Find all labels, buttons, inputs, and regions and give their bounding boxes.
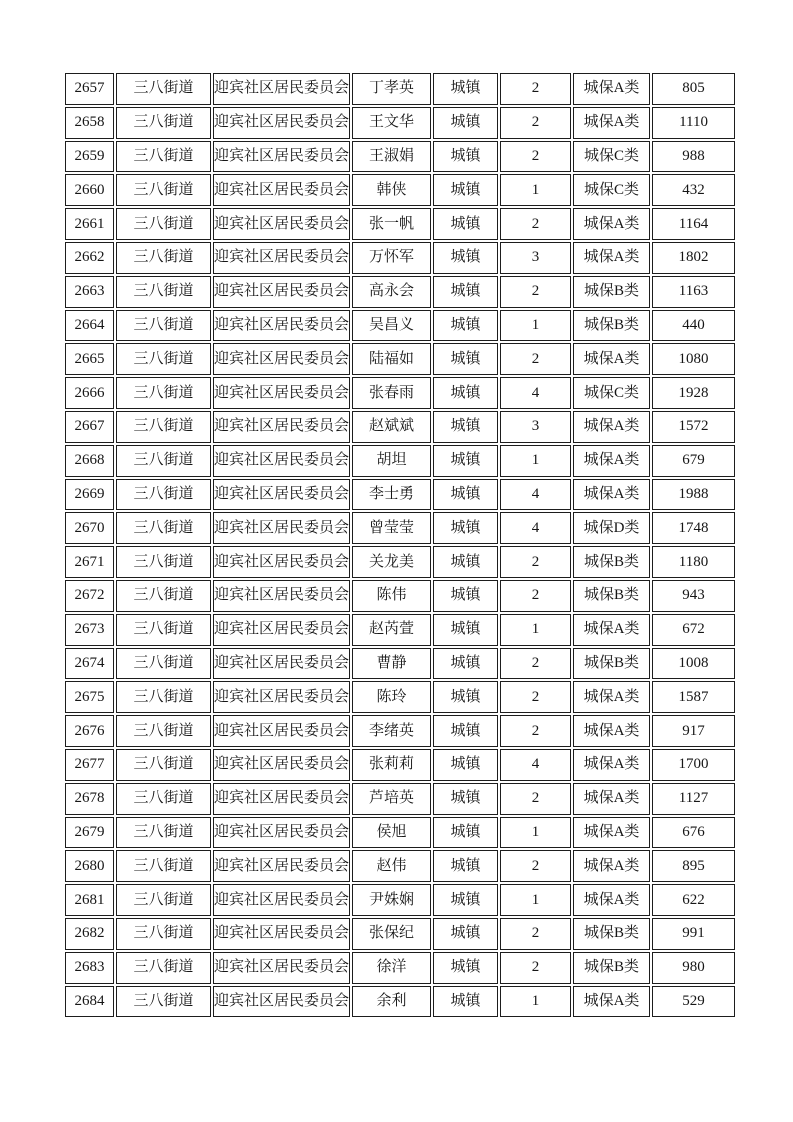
cell-person-count: 2: [500, 73, 571, 105]
cell-amount: 1080: [652, 343, 735, 375]
table-row: [65, 445, 735, 477]
cell-insurance-category: 城保B类: [573, 276, 650, 308]
cell-person-name: 胡坦: [352, 445, 431, 477]
cell-community-name: 迎宾社区居民委员会: [213, 884, 350, 916]
cell-community-name: 迎宾社区居民委员会: [213, 174, 350, 206]
cell-person-name: 张一帆: [352, 208, 431, 240]
cell-residence-type: 城镇: [433, 783, 498, 815]
table-row: [65, 310, 735, 342]
cell-residence-type: 城镇: [433, 715, 498, 747]
cell-insurance-category: 城保A类: [573, 242, 650, 274]
cell-amount: 943: [652, 580, 735, 612]
cell-residence-type: 城镇: [433, 986, 498, 1018]
cell-person-count: 2: [500, 715, 571, 747]
cell-amount: 1988: [652, 479, 735, 511]
cell-insurance-category: 城保A类: [573, 817, 650, 849]
cell-street-name: 三八街道: [116, 817, 211, 849]
cell-street-name: 三八街道: [116, 377, 211, 409]
cell-amount: 529: [652, 986, 735, 1018]
cell-insurance-category: 城保C类: [573, 141, 650, 173]
cell-residence-type: 城镇: [433, 817, 498, 849]
cell-insurance-category: 城保A类: [573, 343, 650, 375]
cell-insurance-category: 城保A类: [573, 411, 650, 443]
cell-insurance-category: 城保B类: [573, 310, 650, 342]
cell-amount: 1180: [652, 546, 735, 578]
cell-community-name: 迎宾社区居民委员会: [213, 850, 350, 882]
cell-residence-type: 城镇: [433, 276, 498, 308]
cell-insurance-category: 城保A类: [573, 681, 650, 713]
cell-insurance-category: 城保C类: [573, 377, 650, 409]
cell-insurance-category: 城保A类: [573, 715, 650, 747]
cell-person-count: 1: [500, 884, 571, 916]
cell-residence-type: 城镇: [433, 208, 498, 240]
cell-street-name: 三八街道: [116, 343, 211, 375]
cell-amount: 679: [652, 445, 735, 477]
cell-residence-type: 城镇: [433, 479, 498, 511]
cell-community-name: 迎宾社区居民委员会: [213, 783, 350, 815]
cell-residence-type: 城镇: [433, 310, 498, 342]
cell-insurance-category: 城保C类: [573, 174, 650, 206]
cell-serial-number: 2679: [65, 817, 114, 849]
cell-serial-number: 2661: [65, 208, 114, 240]
cell-community-name: 迎宾社区居民委员会: [213, 276, 350, 308]
cell-person-name: 陆福如: [352, 343, 431, 375]
cell-street-name: 三八街道: [116, 580, 211, 612]
table-row: [65, 614, 735, 646]
cell-person-name: 丁孝英: [352, 73, 431, 105]
cell-person-count: 3: [500, 411, 571, 443]
cell-street-name: 三八街道: [116, 310, 211, 342]
cell-street-name: 三八街道: [116, 986, 211, 1018]
cell-community-name: 迎宾社区居民委员会: [213, 546, 350, 578]
cell-serial-number: 2666: [65, 377, 114, 409]
cell-residence-type: 城镇: [433, 614, 498, 646]
cell-street-name: 三八街道: [116, 174, 211, 206]
cell-insurance-category: 城保B类: [573, 546, 650, 578]
cell-amount: 991: [652, 918, 735, 950]
cell-street-name: 三八街道: [116, 479, 211, 511]
cell-person-name: 张莉莉: [352, 749, 431, 781]
cell-person-count: 2: [500, 952, 571, 984]
cell-community-name: 迎宾社区居民委员会: [213, 411, 350, 443]
cell-amount: 1748: [652, 512, 735, 544]
cell-person-count: 2: [500, 107, 571, 139]
cell-street-name: 三八街道: [116, 208, 211, 240]
cell-residence-type: 城镇: [433, 445, 498, 477]
cell-serial-number: 2663: [65, 276, 114, 308]
cell-serial-number: 2659: [65, 141, 114, 173]
cell-street-name: 三八街道: [116, 73, 211, 105]
cell-serial-number: 2680: [65, 850, 114, 882]
cell-residence-type: 城镇: [433, 884, 498, 916]
cell-person-name: 赵芮萱: [352, 614, 431, 646]
cell-street-name: 三八街道: [116, 850, 211, 882]
cell-amount: 1008: [652, 648, 735, 680]
cell-person-count: 2: [500, 850, 571, 882]
cell-amount: 805: [652, 73, 735, 105]
table-row: [65, 242, 735, 274]
cell-amount: 1700: [652, 749, 735, 781]
cell-person-name: 李士勇: [352, 479, 431, 511]
table-row: [65, 479, 735, 511]
cell-person-count: 1: [500, 817, 571, 849]
cell-residence-type: 城镇: [433, 681, 498, 713]
cell-residence-type: 城镇: [433, 343, 498, 375]
cell-serial-number: 2670: [65, 512, 114, 544]
cell-street-name: 三八街道: [116, 884, 211, 916]
cell-amount: 672: [652, 614, 735, 646]
cell-serial-number: 2664: [65, 310, 114, 342]
cell-amount: 440: [652, 310, 735, 342]
cell-person-count: 1: [500, 986, 571, 1018]
cell-residence-type: 城镇: [433, 377, 498, 409]
table-row: [65, 648, 735, 680]
cell-street-name: 三八街道: [116, 783, 211, 815]
table-row: [65, 817, 735, 849]
cell-person-count: 2: [500, 208, 571, 240]
cell-insurance-category: 城保A类: [573, 614, 650, 646]
cell-insurance-category: 城保B类: [573, 918, 650, 950]
cell-community-name: 迎宾社区居民委员会: [213, 986, 350, 1018]
cell-community-name: 迎宾社区居民委员会: [213, 141, 350, 173]
table-row: [65, 918, 735, 950]
cell-residence-type: 城镇: [433, 580, 498, 612]
cell-serial-number: 2675: [65, 681, 114, 713]
cell-residence-type: 城镇: [433, 850, 498, 882]
data-table-container: [63, 71, 737, 1019]
cell-community-name: 迎宾社区居民委员会: [213, 242, 350, 274]
cell-street-name: 三八街道: [116, 952, 211, 984]
cell-amount: 622: [652, 884, 735, 916]
cell-serial-number: 2657: [65, 73, 114, 105]
table-row: [65, 884, 735, 916]
cell-person-name: 吴昌义: [352, 310, 431, 342]
cell-person-name: 赵斌斌: [352, 411, 431, 443]
cell-serial-number: 2665: [65, 343, 114, 375]
cell-insurance-category: 城保A类: [573, 749, 650, 781]
table-row: [65, 986, 735, 1018]
table-row: [65, 512, 735, 544]
cell-community-name: 迎宾社区居民委员会: [213, 445, 350, 477]
cell-person-count: 4: [500, 479, 571, 511]
cell-serial-number: 2668: [65, 445, 114, 477]
cell-serial-number: 2658: [65, 107, 114, 139]
cell-street-name: 三八街道: [116, 411, 211, 443]
cell-person-count: 2: [500, 783, 571, 815]
cell-person-name: 王淑娟: [352, 141, 431, 173]
cell-person-name: 张春雨: [352, 377, 431, 409]
cell-insurance-category: 城保A类: [573, 884, 650, 916]
cell-street-name: 三八街道: [116, 107, 211, 139]
cell-person-name: 韩侠: [352, 174, 431, 206]
cell-serial-number: 2674: [65, 648, 114, 680]
cell-street-name: 三八街道: [116, 445, 211, 477]
table-row: [65, 850, 735, 882]
cell-insurance-category: 城保A类: [573, 107, 650, 139]
cell-person-name: 李绪英: [352, 715, 431, 747]
cell-amount: 432: [652, 174, 735, 206]
cell-serial-number: 2673: [65, 614, 114, 646]
cell-amount: 1587: [652, 681, 735, 713]
cell-insurance-category: 城保B类: [573, 580, 650, 612]
table-row: [65, 681, 735, 713]
table-row: [65, 546, 735, 578]
cell-serial-number: 2677: [65, 749, 114, 781]
cell-person-name: 曾莹莹: [352, 512, 431, 544]
cell-community-name: 迎宾社区居民委员会: [213, 343, 350, 375]
cell-community-name: 迎宾社区居民委员会: [213, 377, 350, 409]
cell-insurance-category: 城保A类: [573, 479, 650, 511]
cell-person-name: 徐洋: [352, 952, 431, 984]
cell-residence-type: 城镇: [433, 512, 498, 544]
cell-insurance-category: 城保D类: [573, 512, 650, 544]
table-row: [65, 580, 735, 612]
cell-residence-type: 城镇: [433, 749, 498, 781]
cell-amount: 1572: [652, 411, 735, 443]
cell-amount: 1110: [652, 107, 735, 139]
cell-serial-number: 2667: [65, 411, 114, 443]
cell-insurance-category: 城保A类: [573, 986, 650, 1018]
cell-person-name: 芦培英: [352, 783, 431, 815]
cell-person-name: 陈玲: [352, 681, 431, 713]
records-table-body: [65, 73, 735, 1017]
cell-street-name: 三八街道: [116, 141, 211, 173]
table-row: [65, 749, 735, 781]
cell-person-count: 4: [500, 512, 571, 544]
cell-person-name: 赵伟: [352, 850, 431, 882]
table-row: [65, 715, 735, 747]
cell-street-name: 三八街道: [116, 242, 211, 274]
cell-person-name: 侯旭: [352, 817, 431, 849]
table-row: [65, 141, 735, 173]
cell-street-name: 三八街道: [116, 749, 211, 781]
cell-insurance-category: 城保A类: [573, 783, 650, 815]
cell-person-name: 尹姝娴: [352, 884, 431, 916]
cell-community-name: 迎宾社区居民委员会: [213, 614, 350, 646]
cell-street-name: 三八街道: [116, 512, 211, 544]
cell-street-name: 三八街道: [116, 648, 211, 680]
cell-community-name: 迎宾社区居民委员会: [213, 107, 350, 139]
cell-street-name: 三八街道: [116, 681, 211, 713]
cell-person-name: 张保纪: [352, 918, 431, 950]
cell-person-count: 2: [500, 343, 571, 375]
cell-insurance-category: 城保B类: [573, 648, 650, 680]
cell-person-count: 2: [500, 648, 571, 680]
cell-person-count: 2: [500, 681, 571, 713]
cell-person-count: 2: [500, 546, 571, 578]
cell-community-name: 迎宾社区居民委员会: [213, 73, 350, 105]
cell-community-name: 迎宾社区居民委员会: [213, 681, 350, 713]
table-row: [65, 783, 735, 815]
cell-person-count: 3: [500, 242, 571, 274]
cell-residence-type: 城镇: [433, 73, 498, 105]
cell-person-count: 1: [500, 445, 571, 477]
cell-amount: 1163: [652, 276, 735, 308]
table-row: [65, 952, 735, 984]
cell-person-count: 2: [500, 276, 571, 308]
cell-serial-number: 2682: [65, 918, 114, 950]
cell-residence-type: 城镇: [433, 411, 498, 443]
cell-amount: 895: [652, 850, 735, 882]
cell-residence-type: 城镇: [433, 107, 498, 139]
cell-residence-type: 城镇: [433, 648, 498, 680]
cell-amount: 988: [652, 141, 735, 173]
table-row: [65, 276, 735, 308]
cell-insurance-category: 城保A类: [573, 445, 650, 477]
cell-community-name: 迎宾社区居民委员会: [213, 817, 350, 849]
cell-amount: 1802: [652, 242, 735, 274]
cell-amount: 1928: [652, 377, 735, 409]
cell-serial-number: 2672: [65, 580, 114, 612]
cell-person-name: 万怀军: [352, 242, 431, 274]
table-row: [65, 73, 735, 105]
cell-serial-number: 2662: [65, 242, 114, 274]
cell-insurance-category: 城保A类: [573, 208, 650, 240]
cell-community-name: 迎宾社区居民委员会: [213, 580, 350, 612]
cell-community-name: 迎宾社区居民委员会: [213, 749, 350, 781]
cell-insurance-category: 城保A类: [573, 73, 650, 105]
cell-person-count: 1: [500, 174, 571, 206]
cell-person-name: 曹静: [352, 648, 431, 680]
cell-person-count: 2: [500, 580, 571, 612]
cell-amount: 917: [652, 715, 735, 747]
cell-person-name: 关龙美: [352, 546, 431, 578]
cell-person-count: 2: [500, 918, 571, 950]
table-row: [65, 343, 735, 375]
table-row: [65, 174, 735, 206]
cell-person-name: 王文华: [352, 107, 431, 139]
cell-community-name: 迎宾社区居民委员会: [213, 648, 350, 680]
cell-street-name: 三八街道: [116, 614, 211, 646]
cell-street-name: 三八街道: [116, 276, 211, 308]
cell-street-name: 三八街道: [116, 546, 211, 578]
cell-insurance-category: 城保A类: [573, 850, 650, 882]
cell-community-name: 迎宾社区居民委员会: [213, 479, 350, 511]
table-row: [65, 411, 735, 443]
cell-residence-type: 城镇: [433, 918, 498, 950]
cell-residence-type: 城镇: [433, 174, 498, 206]
cell-residence-type: 城镇: [433, 952, 498, 984]
cell-serial-number: 2678: [65, 783, 114, 815]
table-row: [65, 107, 735, 139]
table-row: [65, 208, 735, 240]
cell-person-count: 4: [500, 749, 571, 781]
cell-amount: 1164: [652, 208, 735, 240]
cell-amount: 1127: [652, 783, 735, 815]
cell-serial-number: 2684: [65, 986, 114, 1018]
cell-serial-number: 2660: [65, 174, 114, 206]
cell-person-count: 4: [500, 377, 571, 409]
cell-person-name: 陈伟: [352, 580, 431, 612]
table-row: [65, 377, 735, 409]
cell-serial-number: 2683: [65, 952, 114, 984]
cell-person-count: 1: [500, 310, 571, 342]
cell-community-name: 迎宾社区居民委员会: [213, 952, 350, 984]
cell-street-name: 三八街道: [116, 715, 211, 747]
cell-insurance-category: 城保B类: [573, 952, 650, 984]
cell-community-name: 迎宾社区居民委员会: [213, 310, 350, 342]
cell-community-name: 迎宾社区居民委员会: [213, 918, 350, 950]
cell-residence-type: 城镇: [433, 546, 498, 578]
cell-amount: 676: [652, 817, 735, 849]
cell-street-name: 三八街道: [116, 918, 211, 950]
cell-person-name: 余利: [352, 986, 431, 1018]
cell-community-name: 迎宾社区居民委员会: [213, 512, 350, 544]
cell-serial-number: 2669: [65, 479, 114, 511]
cell-person-count: 2: [500, 141, 571, 173]
cell-serial-number: 2676: [65, 715, 114, 747]
cell-residence-type: 城镇: [433, 141, 498, 173]
cell-person-name: 高永会: [352, 276, 431, 308]
cell-residence-type: 城镇: [433, 242, 498, 274]
cell-amount: 980: [652, 952, 735, 984]
cell-serial-number: 2671: [65, 546, 114, 578]
cell-serial-number: 2681: [65, 884, 114, 916]
cell-community-name: 迎宾社区居民委员会: [213, 715, 350, 747]
cell-person-count: 1: [500, 614, 571, 646]
cell-community-name: 迎宾社区居民委员会: [213, 208, 350, 240]
records-table: [63, 71, 737, 1019]
